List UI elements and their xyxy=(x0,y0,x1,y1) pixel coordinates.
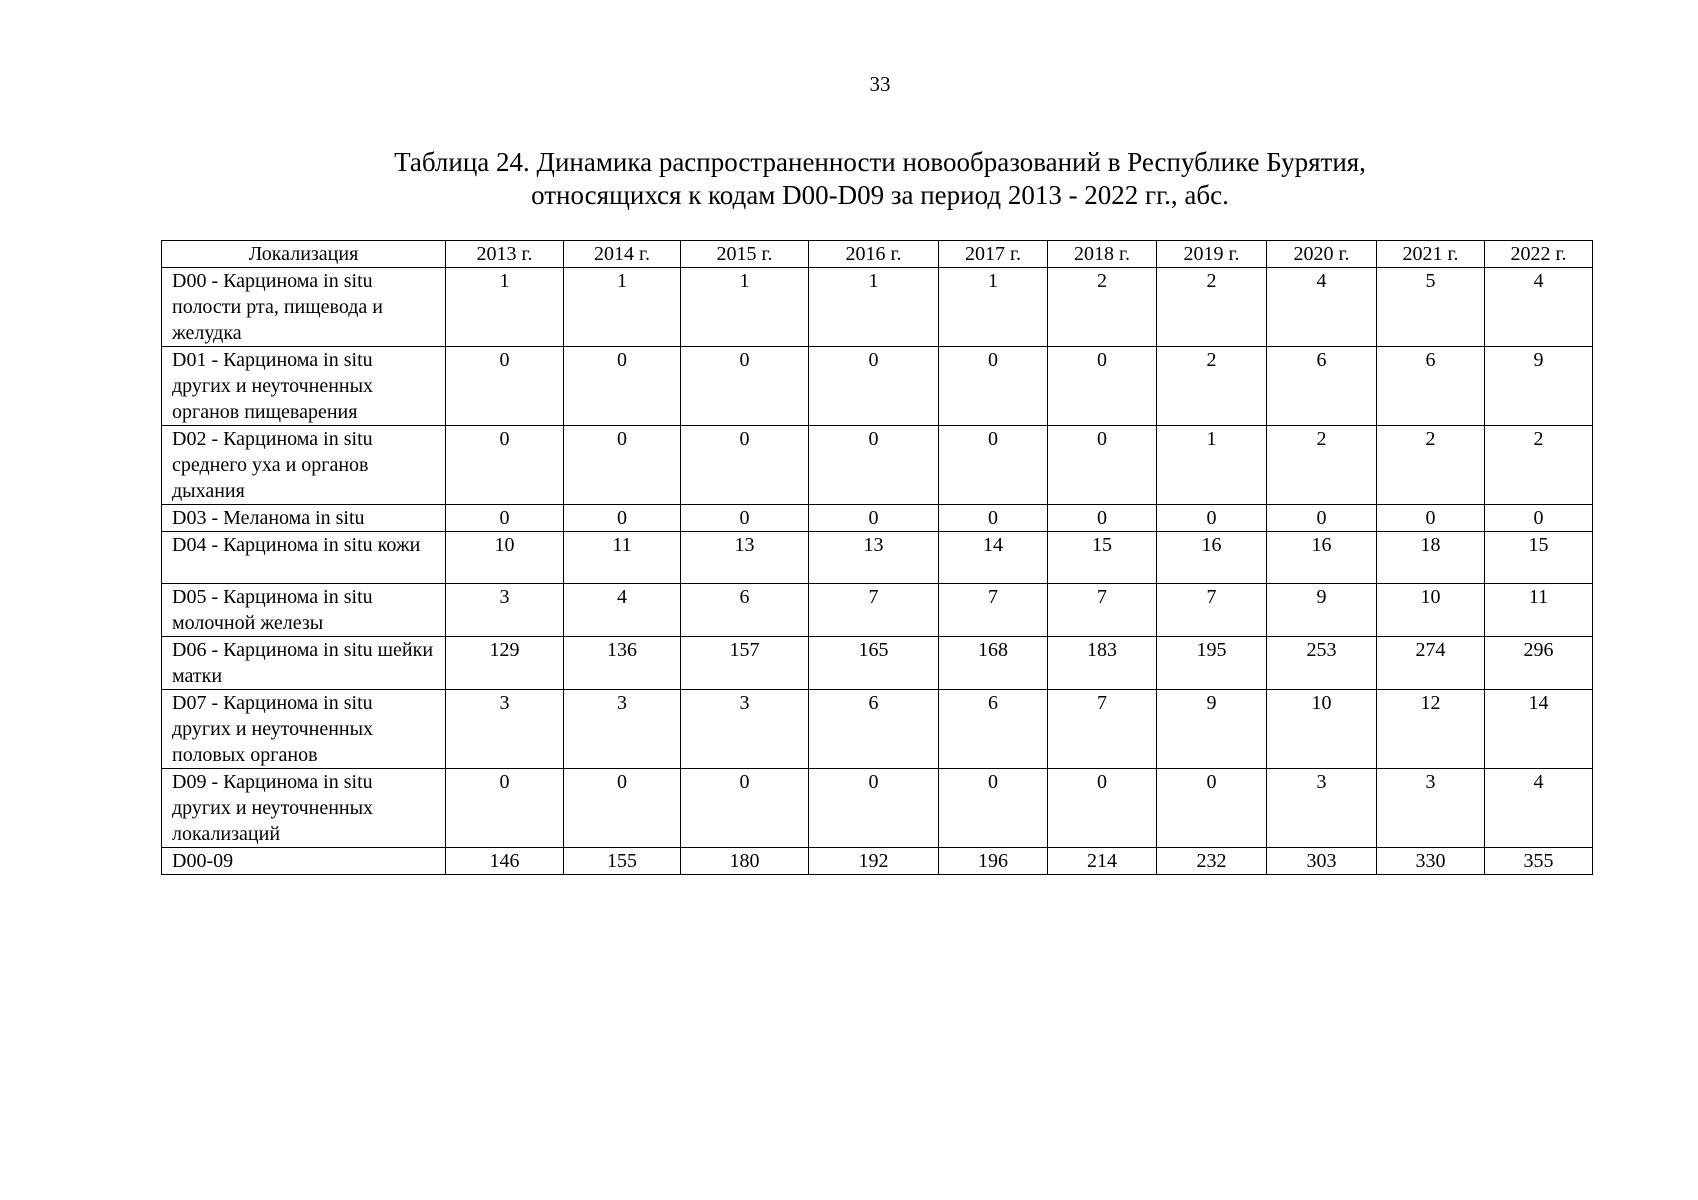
header-year: 2016 г. xyxy=(809,241,939,268)
row-value: 4 xyxy=(1485,769,1593,848)
row-value: 7 xyxy=(1157,584,1267,637)
row-value: 3 xyxy=(1267,769,1377,848)
header-year: 2021 г. xyxy=(1377,241,1485,268)
row-value: 146 xyxy=(446,848,564,875)
row-value: 1 xyxy=(939,268,1048,347)
row-value: 16 xyxy=(1267,532,1377,584)
row-value: 0 xyxy=(564,426,681,505)
row-value: 183 xyxy=(1048,637,1157,690)
row-localization: D01 - Карцинома in situ других и неуточненных органов пищеварения xyxy=(162,347,446,426)
row-value: 10 xyxy=(1377,584,1485,637)
row-value: 1 xyxy=(1157,426,1267,505)
row-value: 168 xyxy=(939,637,1048,690)
row-value: 15 xyxy=(1048,532,1157,584)
row-value: 3 xyxy=(1377,769,1485,848)
row-value: 0 xyxy=(1048,505,1157,532)
row-value: 0 xyxy=(564,347,681,426)
row-value: 0 xyxy=(939,505,1048,532)
row-value: 195 xyxy=(1157,637,1267,690)
row-value: 1 xyxy=(681,268,809,347)
row-value: 0 xyxy=(564,769,681,848)
row-value: 0 xyxy=(681,426,809,505)
row-value: 303 xyxy=(1267,848,1377,875)
row-value: 0 xyxy=(809,426,939,505)
table-row xyxy=(162,848,1593,875)
header-year: 2013 г. xyxy=(446,241,564,268)
row-localization: D07 - Карцинома in situ других и неуточненных половых органов xyxy=(162,690,446,769)
row-value: 136 xyxy=(564,637,681,690)
row-value: 11 xyxy=(564,532,681,584)
row-value: 3 xyxy=(564,690,681,769)
row-value: 0 xyxy=(446,426,564,505)
row-value: 11 xyxy=(1485,584,1593,637)
row-value: 6 xyxy=(1267,347,1377,426)
row-value: 355 xyxy=(1485,848,1593,875)
header-year: 2017 г. xyxy=(939,241,1048,268)
row-value: 2 xyxy=(1267,426,1377,505)
row-value: 6 xyxy=(681,584,809,637)
row-value: 7 xyxy=(939,584,1048,637)
row-value: 4 xyxy=(1485,268,1593,347)
row-value: 1 xyxy=(446,268,564,347)
row-value: 14 xyxy=(939,532,1048,584)
row-value: 3 xyxy=(446,584,564,637)
row-localization: D03 - Меланома in situ xyxy=(162,505,446,532)
row-value: 232 xyxy=(1157,848,1267,875)
row-localization: D00-09 xyxy=(162,848,446,875)
row-value: 7 xyxy=(1048,690,1157,769)
row-value: 0 xyxy=(939,347,1048,426)
row-localization: D04 - Карцинома in situ кожи xyxy=(162,532,446,584)
row-value: 7 xyxy=(809,584,939,637)
row-value: 18 xyxy=(1377,532,1485,584)
row-value: 180 xyxy=(681,848,809,875)
row-value: 274 xyxy=(1377,637,1485,690)
table-title-line-1: Таблица 24. Динамика распространенности новообразований в Республике Бурятия, xyxy=(394,147,1366,177)
row-value: 0 xyxy=(1377,505,1485,532)
table-title-line-2: относящихся к кодам D00-D09 за период 2013 - 2022 гг., абс. xyxy=(531,180,1229,210)
table-row xyxy=(162,584,1593,637)
table-header-row xyxy=(162,241,1593,268)
row-value: 10 xyxy=(1267,690,1377,769)
row-value: 129 xyxy=(446,637,564,690)
row-value: 1 xyxy=(564,268,681,347)
row-value: 13 xyxy=(681,532,809,584)
data-table xyxy=(161,240,1593,875)
table-row xyxy=(162,426,1593,505)
row-value: 0 xyxy=(809,347,939,426)
row-value: 14 xyxy=(1485,690,1593,769)
table-row xyxy=(162,347,1593,426)
row-value: 155 xyxy=(564,848,681,875)
header-year: 2019 г. xyxy=(1157,241,1267,268)
table-body xyxy=(162,268,1593,875)
row-value: 6 xyxy=(1377,347,1485,426)
row-value: 157 xyxy=(681,637,809,690)
row-value: 214 xyxy=(1048,848,1157,875)
row-localization: D02 - Карцинома in situ среднего уха и органов дыхания xyxy=(162,426,446,505)
table-row xyxy=(162,769,1593,848)
row-value: 6 xyxy=(939,690,1048,769)
row-value: 0 xyxy=(446,769,564,848)
page-number: 33 xyxy=(869,72,891,96)
row-value: 16 xyxy=(1157,532,1267,584)
row-value: 0 xyxy=(1157,769,1267,848)
table-row xyxy=(162,637,1593,690)
row-value: 9 xyxy=(1267,584,1377,637)
row-value: 9 xyxy=(1485,347,1593,426)
row-value: 3 xyxy=(446,690,564,769)
row-value: 0 xyxy=(446,347,564,426)
row-value: 1 xyxy=(809,268,939,347)
row-value: 0 xyxy=(681,769,809,848)
row-value: 3 xyxy=(681,690,809,769)
row-value: 0 xyxy=(681,347,809,426)
header-year: 2014 г. xyxy=(564,241,681,268)
header-year: 2022 г. xyxy=(1485,241,1593,268)
row-value: 9 xyxy=(1157,690,1267,769)
header-year: 2015 г. xyxy=(681,241,809,268)
row-localization: D09 - Карцинома in situ других и неуточненных локализаций xyxy=(162,769,446,848)
row-localization: D05 - Карцинома in situ молочной железы xyxy=(162,584,446,637)
row-value: 0 xyxy=(809,505,939,532)
row-value: 165 xyxy=(809,637,939,690)
header-year: 2020 г. xyxy=(1267,241,1377,268)
row-value: 330 xyxy=(1377,848,1485,875)
row-value: 0 xyxy=(1048,426,1157,505)
header-year: 2018 г. xyxy=(1048,241,1157,268)
row-value: 12 xyxy=(1377,690,1485,769)
row-value: 2 xyxy=(1485,426,1593,505)
row-value: 0 xyxy=(446,505,564,532)
row-value: 2 xyxy=(1157,347,1267,426)
row-value: 0 xyxy=(681,505,809,532)
row-value: 15 xyxy=(1485,532,1593,584)
row-value: 0 xyxy=(1048,769,1157,848)
row-value: 0 xyxy=(939,769,1048,848)
row-value: 4 xyxy=(1267,268,1377,347)
row-value: 0 xyxy=(939,426,1048,505)
row-value: 5 xyxy=(1377,268,1485,347)
row-value: 296 xyxy=(1485,637,1593,690)
row-value: 192 xyxy=(809,848,939,875)
table-title xyxy=(0,146,1698,212)
table-row xyxy=(162,268,1593,347)
row-value: 253 xyxy=(1267,637,1377,690)
row-value: 2 xyxy=(1048,268,1157,347)
row-localization: D06 - Карцинома in situ шейки матки xyxy=(162,637,446,690)
header-localization: Локализация xyxy=(162,241,446,268)
row-value: 0 xyxy=(1267,505,1377,532)
row-value: 2 xyxy=(1377,426,1485,505)
row-value: 10 xyxy=(446,532,564,584)
table-row xyxy=(162,532,1593,584)
row-value: 0 xyxy=(1157,505,1267,532)
row-localization: D00 - Карцинома in situ полости рта, пищевода и желудка xyxy=(162,268,446,347)
table-row xyxy=(162,690,1593,769)
row-value: 0 xyxy=(1485,505,1593,532)
row-value: 0 xyxy=(1048,347,1157,426)
row-value: 4 xyxy=(564,584,681,637)
row-value: 196 xyxy=(939,848,1048,875)
row-value: 13 xyxy=(809,532,939,584)
row-value: 7 xyxy=(1048,584,1157,637)
table-row xyxy=(162,505,1593,532)
row-value: 0 xyxy=(564,505,681,532)
row-value: 6 xyxy=(809,690,939,769)
row-value: 2 xyxy=(1157,268,1267,347)
row-value: 0 xyxy=(809,769,939,848)
